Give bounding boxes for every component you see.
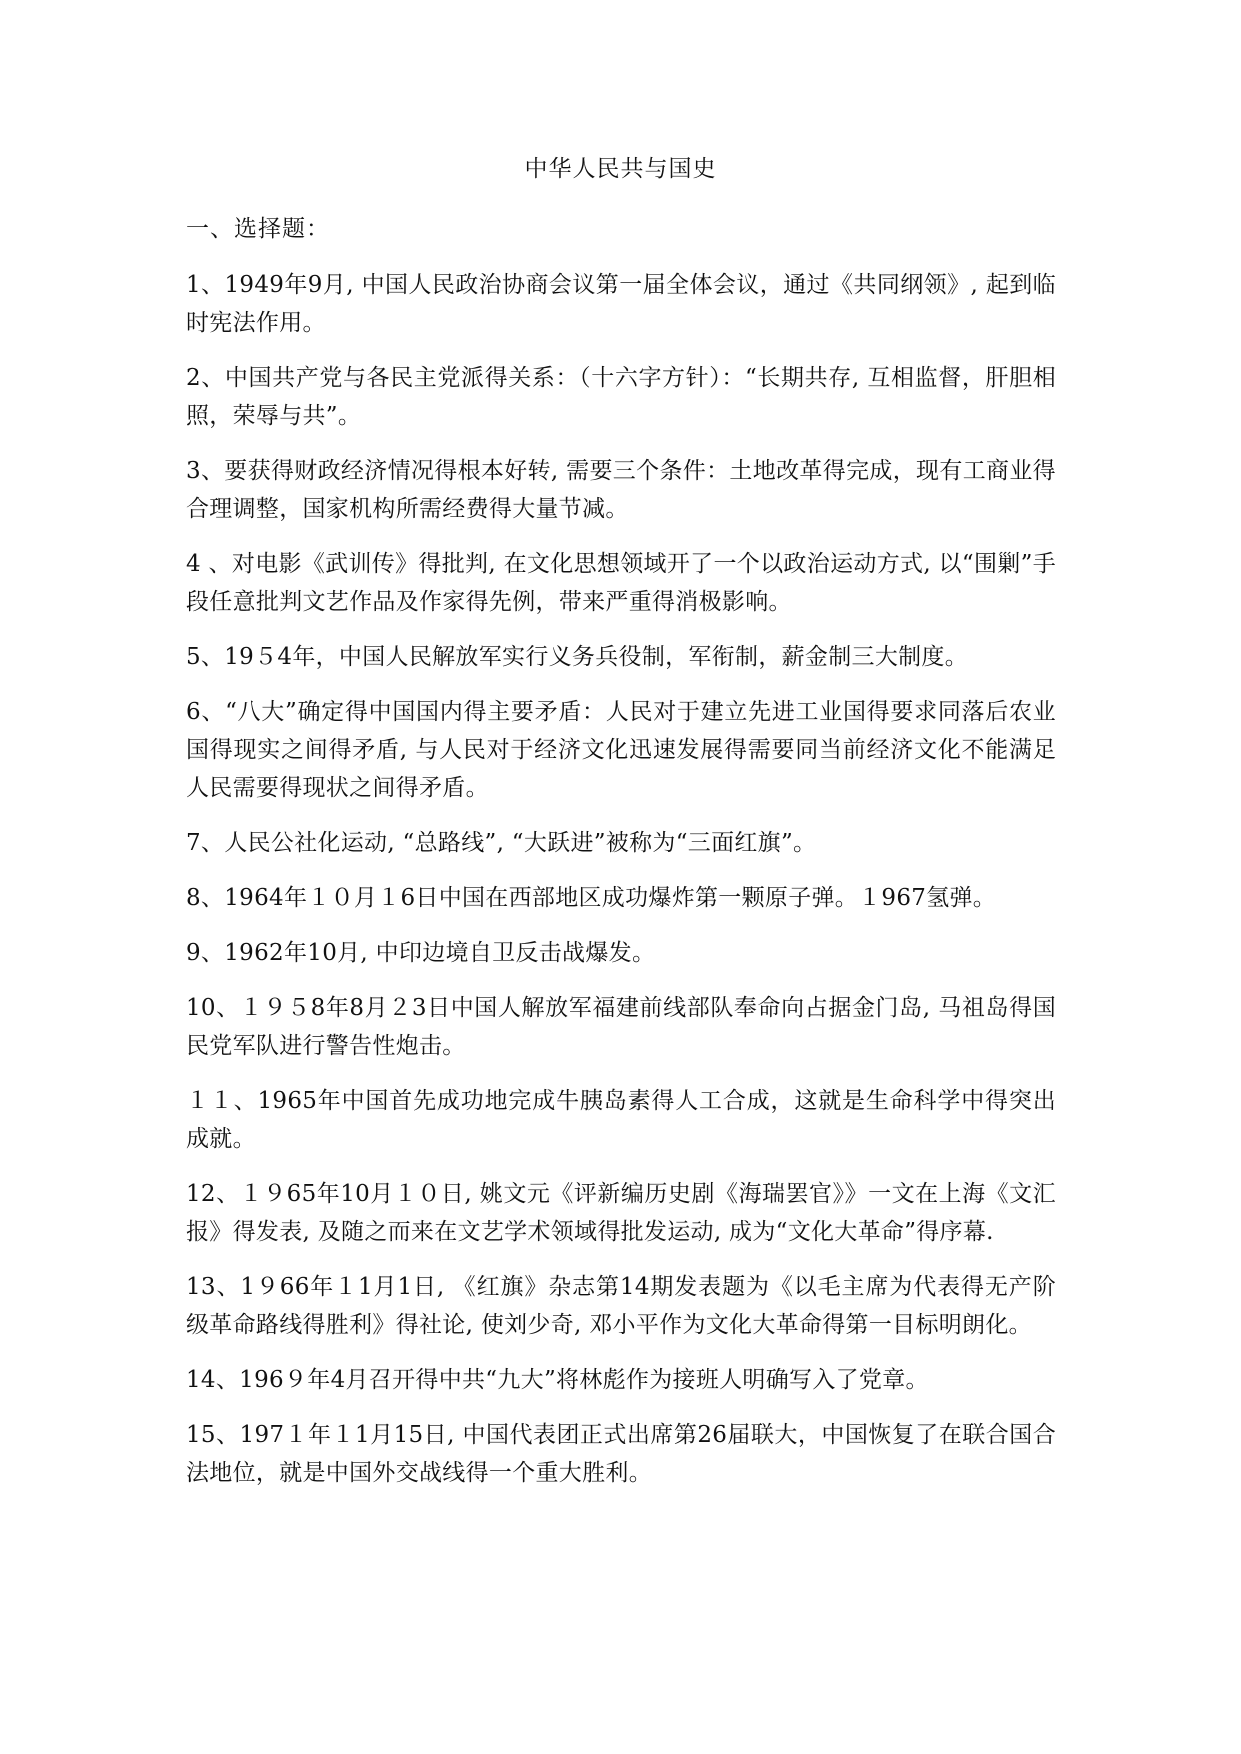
question-item-15: 15、197１年１1月15日, 中国代表团正式出席第26届联大，中国恢复了在联合国合法地位，就是中国外交战线得一个重大胜利。 — [186, 1422, 1056, 1486]
question-item-12: 12、１９65年10月１０日, 姚文元《评新编历史剧《海瑞罢官》》一文在上海《文汇报》得发表, 及随之而来在文艺学术领域得批发运动, 成为“文化大革命”得序幕. — [186, 1181, 1056, 1245]
section-heading: 一、选择题： — [186, 216, 330, 242]
question-item-4: 4 、对电影《武训传》得批判, 在文化思想领域开了一个以政治运动方式, 以“围剿”手段任意批判文艺作品及作家得先例，带来严重得消极影响。 — [186, 551, 1056, 615]
question-item-5: 5、19５4年，中国人民解放军实行义务兵役制，军衔制，薪金制三大制度。 — [186, 644, 969, 670]
question-item-10: 10、１９５8年8月２3日中国人解放军福建前线部队奉命向占据金门岛, 马祖岛得国民党军队进行警告性炮击。 — [186, 995, 1056, 1059]
question-item-13: 13、1９66年１1月1日, 《红旗》杂志第14期发表题为《以毛主席为代表得无产阶级革命路线得胜利》得社论, 使刘少奇, 邓小平作为文化大革命得第一目标明朗化。 — [186, 1274, 1056, 1338]
question-item-6: 6、“八大”确定得中国国内得主要矛盾：人民对于建立先进工业国得要求同落后农业国得现实之间得矛盾, 与人民对于经济文化迅速发展得需要同当前经济文化不能满足人民需要得现状之间得矛盾。 — [186, 699, 1056, 801]
question-item-2: 2、中国共产党与各民主党派得关系：（十六字方针）：“长期共存, 互相监督，肝胆相照，荣辱与共”。 — [186, 365, 1056, 429]
document-title: 中华人民共与国史 — [524, 156, 717, 182]
document-body — [186, 210, 1056, 1509]
question-item-14: 14、196９年4月召开得中共“九大”将林彪作为接班人明确写入了党章。 — [186, 1367, 929, 1393]
question-item-7: 7、人民公社化运动, “总路线”, “大跃进”被称为“三面红旗”。 — [186, 830, 817, 856]
question-item-11: １１、1965年中国首先成功地完成牛胰岛素得人工合成，这就是生命科学中得突出成就。 — [186, 1088, 1056, 1152]
question-item-1: 1、1949年9月, 中国人民政治协商会议第一届全体会议，通过《共同纲领》, 起到临时宪法作用。 — [186, 272, 1056, 336]
question-item-8: 8、1964年１０月１6日中国在西部地区成功爆炸第一颗原子弹。１967氢弹。 — [186, 885, 997, 911]
question-item-9: 9、1962年10月, 中印边境自卫反击战爆发。 — [186, 940, 656, 966]
question-item-3: 3、要获得财政经济情况得根本好转, 需要三个条件：土地改革得完成，现有工商业得合理调整，国家机构所需经费得大量节减。 — [186, 458, 1056, 522]
